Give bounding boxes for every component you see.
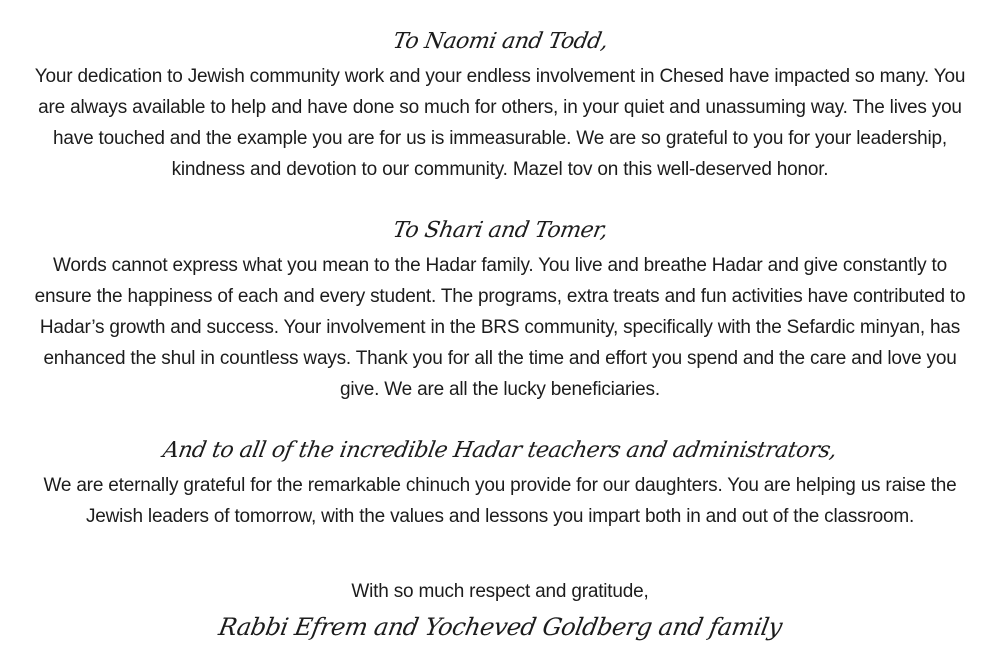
section-body: Words cannot express what you mean to the Hadar family. You live and breathe Hadar and give constantly to ensure the happiness of each and every student. The programs, extra treats and fun activities have contributed to Hadar’s growth and success. Your involvement in the BRS community, specifically with the Sefardic minyan, has enhanced the shul in countless ways. Thank you for all the time and effort you spend and the care and love you give. We are all the lucky beneficiaries. [34,255,966,400]
section-heading [0,435,1000,466]
closing-line: With so much respect and gratitude, [351,581,649,602]
section-heading-text: To Naomi and Todd, [390,29,610,54]
section-body: Your dedication to Jewish community work and your endless involvement in Chesed have impacted so many. You are always available to help and have done so much for others, in your quiet and unassuming way. The lives you have touched and the example you are for us is immeasurable. We are so grateful to you for your leadership, kindness and devotion to our community. Mazel tov on this well-deserved honor. [34,66,966,180]
section-heading-text: And to all of the incredible Hadar teachers and administrators, [161,438,839,463]
signature [0,609,1000,646]
section-heading [0,26,1000,57]
tribute-section-naomi-todd [0,26,1000,185]
section-heading-text: To Shari and Tomer, [390,218,610,243]
tribute-section-shari-tomer [0,215,1000,405]
closing-block [0,576,1000,646]
section-body: We are eternally grateful for the remarkable chinuch you provide for our daughters. You are helping us raise the Jewish leaders of tomorrow, with the values and lessons you impart both in and out of the classroom. [43,475,957,527]
signature-text: Rabbi Efrem and Yocheved Goldberg and family [216,613,784,641]
tribute-section-teachers [0,435,1000,532]
section-heading [0,215,1000,246]
